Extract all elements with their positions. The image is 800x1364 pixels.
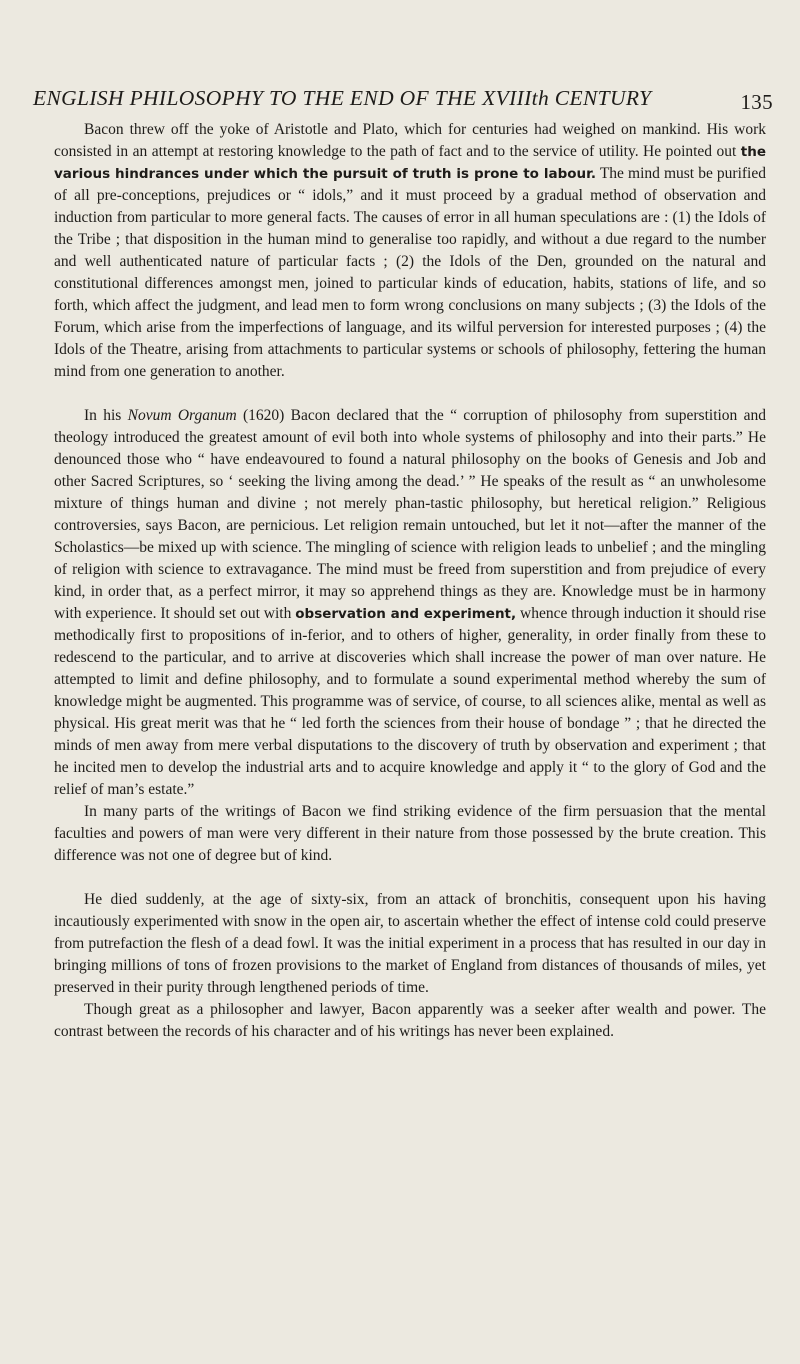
paragraph-character: Though great as a philosopher and lawyer, Bacon apparently was a seeker after wealth and power. The contrast between the records of his character and of his writings has never been explained.	[54, 1001, 766, 1040]
paragraph-mental-faculties: In many parts of the writings of Bacon we find striking evidence of the firm persuasion that the mental faculties and powers of man were very different in their nature from those possessed by the brute creation. This difference was not one of degree but of kind.	[54, 803, 766, 864]
paragraph-novum-organum: In his Novum Organum (1620) Bacon declared that the “ corruption of philosophy from superstition and theology introduced the greatest amount of evil both into whole systems of philosophy and into their parts.” He denounced those who “ have endeavoured to found a natural philosophy on the books of Genesis and Job and other Sacred Scriptures, so ‘ seeking the living among the dead.’ ” He speaks of the result as “ an unwholesome mixture of things human and divine ; not merely phan-tastic philosophy, but heretical religion.” Religious controversies, says Bacon, are pernicious. Let religion remain untouched, but let it not—after the manner of the Scholastics—be mixed up with science. The mingling of science with religion leads to unbelief ; and the mingling of religion with science to extravagance. The mind must be freed from superstition and from prejudice of every kind, in order that, as a perfect mirror, it may so apprehend things as they are. Knowledge must be in harmony with experience. It should set out with observation and experiment, whence through induction it should rise methodically first to propositions of in-ferior, and to others of higher, generality, in order finally from these to redescend to the particular, and to arrive at discoveries which shall increase the power of man over nature. He attempted to limit and define philosophy, and to formulate a sound experimental method whereby the sum of knowledge might be augmented. This programme was of service, of course, to all sciences alike, mental as well as physical. His great merit was that he “ led forth the sciences from their house of bondage ” ; that he directed the minds of men away from mere verbal disputations to the discovery of truth by observation and experiment ; that he incited men to develop the industrial arts and to acquire knowledge and apply it “ to the glory of God and the relief of man’s estate.”	[54, 407, 766, 798]
book-title-novum-organum: Novum Organum	[127, 407, 237, 424]
paragraph-bacon-idols: Bacon threw off the yoke of Aristotle and Plato, which for centuries had weighed on mankind. His work consisted in an attempt at restoring knowledge to the path of fact and to the service of utility. He pointed out the various hindrances under which the pursuit of truth is prone to labour. The mind must be purified of all pre-conceptions, prejudices or “ idols,” and it must proceed by a gradual method of observation and induction from particular to more general facts. The causes of error in all human speculations are : (1) the Idols of the Tribe ; that disposition in the human mind to generalise too rapidly, and without a due regard to the number and well authenticated nature of particular facts ; (2) the Idols of the Den, grounded on the natural and constitutional differences amongst men, joined to particular kinds of education, habits, stations of life, and so forth, which affect the judgment, and lead men to form wrong conclusions on many subjects ; (3) the Idols of the Forum, which arise from the imperfections of language, and its wilful perversion for interested purposes ; (4) the Idols of the Theatre, arising from attachments to particular systems or schools of philosophy, fettering the human mind from one generation to another.	[54, 121, 766, 380]
body-text	[54, 119, 766, 1043]
emphasis-hindrances: the various hindrances under which the pursuit of truth is prone to labour.	[54, 144, 766, 182]
paragraph-death: He died suddenly, at the age of sixty-six, from an attack of bronchitis, consequent upon his having incautiously experimented with snow in the open air, to ascertain whether the effect of intense cold could preserve from putrefaction the flesh of a dead fowl. It was the initial experiment in a process that has resulted in our day in bringing millions of tons of frozen provisions to the market of England from distances of thousands of miles, yet preserved in their purity through lengthened periods of time.	[54, 891, 766, 996]
running-title: ENGLISH PHILOSOPHY TO THE END OF THE XVIIIth CENTURY	[33, 86, 652, 110]
emphasis-observation: observation and experiment,	[295, 606, 517, 622]
page-number: 135	[740, 90, 773, 114]
running-header	[33, 86, 773, 114]
